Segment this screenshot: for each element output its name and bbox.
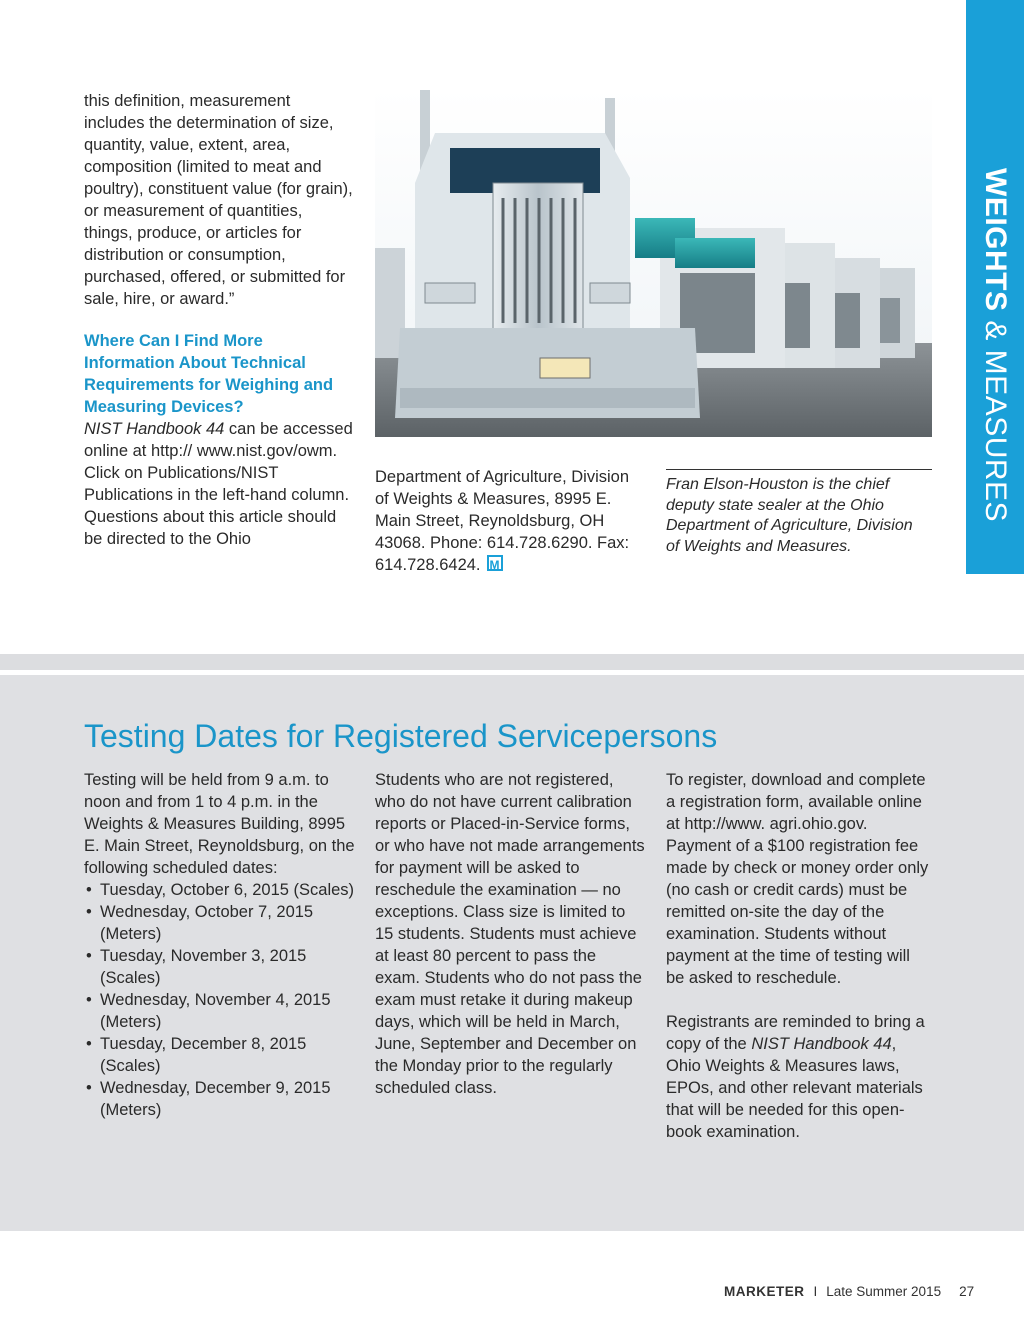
- end-mark-icon: M: [487, 555, 503, 571]
- box-column-1: [84, 769, 356, 1121]
- list-item: • Wednesday, October 7, 2015 (Meters): [84, 901, 356, 945]
- contact-column: [375, 466, 645, 576]
- bio-divider: [666, 469, 932, 470]
- issue-label: Late Summer 2015: [826, 1284, 942, 1299]
- question-heading: Where Can I Find More Information About Technical Requirements for Weighing and Measuring Devices?: [84, 332, 334, 416]
- dates-list: [84, 879, 356, 1121]
- truck-photo: [375, 88, 932, 437]
- box-column-2: [375, 769, 645, 1099]
- list-item: • Tuesday, November 3, 2015 (Scales): [84, 945, 356, 989]
- list-item: • Tuesday, October 6, 2015 (Scales): [84, 879, 356, 901]
- list-item: • Wednesday, December 9, 2015 (Meters): [84, 1077, 356, 1121]
- section-tab-label: WEIGHTS & MEASURES: [979, 168, 1012, 523]
- list-item: • Tuesday, December 8, 2015 (Scales): [84, 1033, 356, 1077]
- box-top-strip: [0, 654, 1024, 670]
- footer-separator: I: [813, 1284, 818, 1299]
- testing-intro: Testing will be held from 9 a.m. to noon and from 1 to 4 p.m. in the Weights & Measures Building, 8995 E. Main Street, Reynoldsburg, on the following scheduled dates:: [84, 771, 355, 877]
- intro-paragraph: this definition, measurement includes the determination of size, quantity, value, extent, area, composition (limited to meat and poultry), constituent value (for grain), or measurement of quantities, things, produce, or articles for distribution or consumption, purchased, offered, or submitted for sale, hire, or award.”: [84, 92, 353, 308]
- reminder-paragraph: Registrants are reminded to bring a copy of the NIST Handbook 44, Ohio Weights & Measures laws, EPOs, and other relevant materials that will be needed for this open-book examination.: [666, 1013, 925, 1141]
- box-title: Testing Dates for Registered Servicepersons: [84, 718, 718, 754]
- article-column-1: [84, 90, 354, 550]
- rules-paragraph: Students who are not registered, who do not have current calibration reports or Placed-in-Service forms, or who have not made arrangements for payment will be asked to reschedule the examination — no exceptions. Class size is limited to 15 students. Students must achieve at least 80 percent to pass the exam. Students who do not pass the exam must retake it during makeup days, which will be held in March, June, September and December on the Monday prior to the regularly scheduled class.: [375, 771, 645, 1097]
- magazine-brand: MARKETER: [724, 1284, 805, 1299]
- page-number: 27: [959, 1284, 975, 1299]
- contact-text: Department of Agriculture, Division of Weights & Measures, 8995 E. Main Street, Reynoldsburg, OH 43068. Phone: 614.728.6290. Fax: 614.728.6424.: [375, 468, 630, 574]
- answer-paragraph: NIST Handbook 44 can be accessed online at http:// www.nist.gov/owm. Click on Publications/NIST Publications in the left-hand column. Questions about this article should be directed to the Ohio: [84, 420, 353, 548]
- handbook-title: NIST Handbook 44: [84, 420, 225, 438]
- registration-paragraph: To register, download and complete a registration form, available online at http://www. agri.ohio.gov. Payment of a $100 registration fee made by check or money order only (no cash or credit cards) must be remitted on-site the day of the examination. Students without payment at the time of testing will be asked to reschedule.: [666, 771, 929, 987]
- page-footer: [724, 1283, 974, 1301]
- author-bio: Fran Elson-Houston is the chief deputy state sealer at the Ohio Department of Agriculture, Division of Weights and Measures.: [666, 476, 913, 555]
- handbook-title: NIST Handbook 44: [751, 1035, 892, 1053]
- box-column-3: [666, 769, 932, 1143]
- list-item: • Wednesday, November 4, 2015 (Meters): [84, 989, 356, 1033]
